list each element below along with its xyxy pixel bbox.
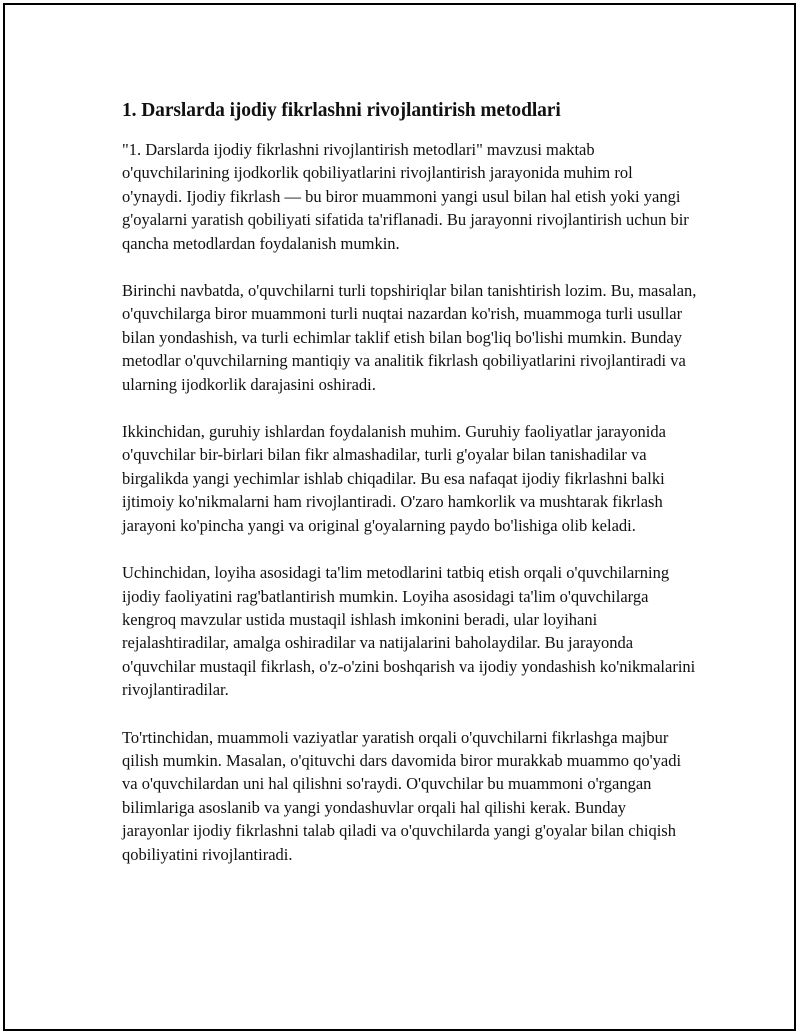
paragraph-intro: "1. Darslarda ijodiy fikrlashni rivojlantirish metodlari" mavzusi maktab o'quvchilarining ijodkorlik qobiliyatlarini rivojlantirish jarayonida muhim rol o'ynaydi. Ijodiy fikrlash — bu biror muammoni yangi usul bilan hal etish yoki yangi g'oyalarni yaratish qobiliyati sifatida ta'riflanadi. Bu jarayonni rivojlantirish uchun bir qancha metodlardan foydalanish mumkin. — [122, 140, 689, 253]
document-title: 1. Darslarda ijodiy fikrlashni rivojlantirish metodlari — [122, 100, 561, 121]
paragraph-third-method: Uchinchidan, loyiha asosidagi ta'lim metodlarini tatbiq etish orqali o'quvchilarning ijodiy faoliyatini rag'batlantirish mumkin. Loyiha asosidagi ta'lim o'quvchilarga kengroq mavzular ustida mustaqil ishlash imkonini beradi, ular loyihani rejalashtiradilar, amalga oshiradilar va natijalarini baholaydilar. Bu jarayonda o'quvchilar mustaqil fikrlash, o'z-o'zini boshqarish va ijodiy yondashish ko'nikmalarini rivojlantiradilar. — [122, 563, 696, 700]
paragraph-second-method: Ikkinchidan, guruhiy ishlardan foydalanish muhim. Guruhiy faoliyatlar jarayonida o'quvchilar bir-birlari bilan fikr almashadilar, turli g'oyalar bilan tanishadilar va birgalikda yangi yechimlar ishlab chiqadilar. Bu esa nafaqat ijodiy fikrlashni balki ijtimoiy ko'nikmalarni ham rivojlantiradi. O'zaro hamkorlik va mushtarak fikrlash jarayoni ko'pincha yangi va original g'oyalarning paydo bo'lishiga olib keladi. — [122, 422, 666, 535]
paragraph-first-method: Birinchi navbatda, o'quvchilarni turli topshiriqlar bilan tanishtirish lozim. Bu, masalan, o'quvchilarga biror muammoni turli nuqtai nazardan ko'rish, muammoga turli usullar bilan yondashish, va turli echimlar taklif etish bilan bog'liq bo'lishi mumkin. Bunday metodlar o'quvchilarning mantiqiy va analitik fikrlash qobiliyatlarini rivojlantiradi va ularning ijodkorlik darajasini oshiradi. — [122, 281, 697, 394]
paragraph-fourth-method: To'rtinchidan, muammoli vaziyatlar yaratish orqali o'quvchilarni fikrlashga majbur qilish mumkin. Masalan, o'qituvchi dars davomida biror murakkab muammo qo'yadi va o'quvchilardan uni hal qilishni so'raydi. O'quvchilar bu muammoni o'rgangan bilimlariga asoslanib va yangi yondashuvlar orqali hal qilishi kerak. Bunday jarayonlar ijodiy fikrlashni talab qiladi va o'quvchilarda yangi g'oyalar bilan chiqish qobiliyatini rivojlantiradi. — [122, 727, 682, 864]
document-body — [122, 97, 697, 890]
page-frame — [3, 3, 796, 1031]
